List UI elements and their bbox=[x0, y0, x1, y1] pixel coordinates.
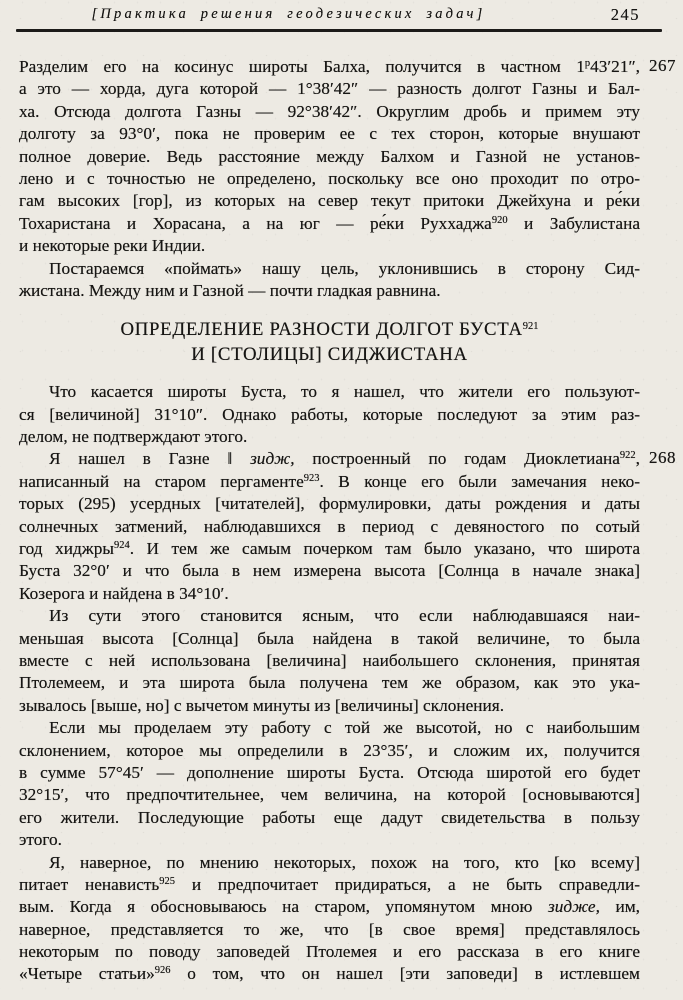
page-number: 245 bbox=[610, 5, 640, 24]
text-segment: его жители. Последующие работы еще дадут свидетельства в пользу bbox=[19, 807, 640, 827]
text-segment: в сумме 57°45′ — дополнение широты Буста. Отсюда широтой его будет bbox=[19, 762, 640, 782]
text-segment: ха. Отсюда долгота Газны — 92°38′42″. Округлим дробь и примем эту bbox=[19, 101, 640, 121]
text-segment: Постараемся «поймать» нашу цель, уклонившись в сторону Сид- bbox=[49, 258, 640, 278]
footnote-reference: 920 bbox=[491, 214, 508, 226]
text-segment: зывалось [выше, но] с вычетом минуты из [величины] склонения. bbox=[19, 695, 505, 715]
text-line bbox=[19, 146, 640, 168]
footnote-reference: 922 bbox=[619, 450, 636, 462]
text-segment: год хиджры bbox=[19, 539, 114, 559]
text-line bbox=[19, 605, 640, 627]
text-line bbox=[19, 963, 640, 985]
text-segment: Я, наверное, по мнению некоторых, похож на того, кто [ко всему] bbox=[49, 852, 640, 872]
text-line bbox=[19, 101, 640, 123]
text-segment: наверное, представляется то же, что [в свое время] представлялось bbox=[19, 919, 640, 939]
text-line bbox=[19, 516, 640, 538]
text-line bbox=[19, 56, 676, 78]
margin-number: 268 bbox=[649, 448, 676, 468]
text-segment: и некоторые реки Индии. bbox=[19, 236, 206, 256]
footnote-reference: 924 bbox=[113, 540, 130, 552]
text-segment: Разделим его на косинус широты Балха, получится в частном 1 bbox=[19, 57, 585, 76]
text-line bbox=[19, 235, 640, 257]
text-line bbox=[19, 258, 640, 280]
text-segment: И [СТОЛИЦЫ] СИДЖИСТАНА bbox=[191, 344, 468, 366]
text-segment: питает ненависть bbox=[19, 874, 160, 894]
text-line bbox=[19, 852, 640, 874]
text-line bbox=[19, 762, 640, 784]
text-line bbox=[19, 583, 640, 605]
text-segment: построенный по годам Диоклетиана bbox=[294, 449, 620, 469]
text-line bbox=[19, 168, 640, 190]
text-line bbox=[19, 78, 640, 100]
text-segment: Я нашел в Газне ‖ bbox=[49, 449, 251, 469]
text-line bbox=[19, 784, 640, 806]
text-segment: долготу за 93°0′, пока не проверим ее с тех сторон, которые внушают bbox=[19, 124, 640, 144]
text-line bbox=[19, 695, 640, 717]
footnote-reference: p bbox=[584, 58, 591, 69]
text-line bbox=[19, 628, 640, 650]
text-segment: а это — хорда, дуга которой — 1°38′42″ — разность долгот Газны и Бал- bbox=[19, 79, 640, 99]
text-segment: Птолемеем, и эта широта была получена тем же образом, как это ука- bbox=[19, 673, 640, 693]
text-segment: , bbox=[635, 449, 640, 469]
text-line bbox=[19, 471, 640, 493]
text-segment: ся [величиной] 31°10″. Однако работы, которые последуют за этим раз- bbox=[19, 404, 640, 424]
text-segment: 32°15′, что предпочтительнее, чем величина, на которой [основываются] bbox=[19, 785, 640, 805]
text-segment: склонением, которое мы определили в 23°35′, и сложим их, получится bbox=[19, 740, 640, 760]
text-segment: зидж, bbox=[250, 449, 295, 469]
text-segment: лено и с точностью не определено, поскольку все оно проходит по отро- bbox=[19, 168, 640, 188]
text-line bbox=[19, 381, 640, 403]
text-line bbox=[19, 404, 640, 426]
footnote-reference: 923 bbox=[303, 472, 320, 484]
paragraph bbox=[19, 605, 640, 717]
text-segment: торых (295) усердных [читателей], формулировки, даты рождения и даты bbox=[19, 494, 640, 514]
text-line bbox=[19, 829, 640, 851]
text-line bbox=[19, 560, 640, 582]
text-line bbox=[19, 919, 640, 941]
text-segment: и предпочитает придираться, а не быть справедли- bbox=[175, 874, 640, 894]
text-segment: этого. bbox=[19, 830, 63, 850]
paragraph bbox=[19, 56, 676, 258]
text-segment: полное доверие. Ведь расстояние между Балхом и Газной не установ- bbox=[19, 146, 640, 166]
text-segment: некоторым по поводу заповедей Птолемея и его рассказа в его книге bbox=[19, 942, 640, 962]
running-head: [Практика решения геодезических задач] bbox=[91, 6, 486, 22]
text-segment: ОПРЕДЕЛЕНИЕ РАЗНОСТИ ДОЛГОТ БУСТА bbox=[120, 319, 523, 341]
paragraph bbox=[19, 448, 676, 605]
text-segment: Если мы проделаем эту работу с той же высотой, но с наибольшим bbox=[49, 718, 640, 738]
text-segment: им, bbox=[599, 897, 640, 917]
text-segment: . В конце его были замечания неко- bbox=[319, 471, 641, 491]
text-segment: написанный на старом пергаменте bbox=[19, 471, 304, 491]
paragraph bbox=[19, 852, 640, 986]
text-line bbox=[19, 672, 640, 694]
text-line bbox=[19, 213, 640, 235]
text-line bbox=[19, 493, 640, 515]
text-line bbox=[19, 342, 640, 367]
text-line bbox=[19, 717, 640, 739]
margin-number: 267 bbox=[649, 56, 676, 75]
text-line bbox=[19, 448, 676, 470]
text-line bbox=[19, 807, 640, 829]
text-segment: Тохаристана и Хорасана, а на юг — ре́ки Руххаджа bbox=[19, 213, 492, 233]
text-line bbox=[19, 190, 640, 212]
text-line bbox=[19, 280, 640, 302]
text-segment: солнечных затмений, наблюдавшихся в период с девяностого по сотый bbox=[19, 516, 640, 536]
footnote-reference: 921 bbox=[522, 321, 539, 333]
text-segment: Из сути этого становится ясным, что если наблюдавшаяся наи- bbox=[49, 606, 640, 626]
text-segment: делом, не подтверждают этого. bbox=[19, 427, 248, 447]
paragraph bbox=[19, 717, 640, 851]
text-line bbox=[19, 426, 640, 448]
text-segment: о том, что он нашел [эти заповеди] в истлевшем bbox=[170, 964, 640, 984]
header-rule bbox=[16, 29, 662, 32]
text-line bbox=[19, 538, 640, 560]
paragraph bbox=[19, 381, 640, 448]
paragraph bbox=[19, 258, 640, 303]
text-line bbox=[19, 740, 640, 762]
text-line bbox=[19, 123, 640, 145]
footnote-reference: 925 bbox=[159, 875, 176, 887]
text-line bbox=[19, 896, 640, 918]
text-line bbox=[19, 317, 640, 342]
text-segment: и Забулистана bbox=[507, 213, 640, 233]
text-segment: вместе с ней использована [величина] наибольшего склонения, принятая bbox=[19, 650, 640, 670]
text-segment: гам высоких [гор], из которых на север текут притоки Джейхуна и ре́ки bbox=[19, 191, 640, 211]
text-segment: «Четыре статьи» bbox=[19, 964, 155, 984]
text-segment: Козерога и найдена в 34°10′. bbox=[19, 583, 229, 603]
text-segment: зидже, bbox=[547, 897, 600, 917]
text-segment: меньшая высота [Солнца] была найдена в такой величине, то была bbox=[19, 628, 640, 648]
footnote-reference: 926 bbox=[154, 965, 171, 977]
text-segment: Что касается широты Буста, то я нашел, что жители его пользуют- bbox=[49, 382, 640, 402]
text-line bbox=[19, 650, 640, 672]
text-segment: жистана. Между ним и Газной — почти гладкая равнина. bbox=[19, 280, 441, 300]
text-segment: 43′21″, bbox=[590, 57, 640, 76]
text-line bbox=[19, 941, 640, 963]
section-heading bbox=[19, 317, 640, 367]
text-segment: Буста 32°0′ и что была в нем измерена высота [Солнца в начале знака] bbox=[19, 561, 640, 581]
text-line bbox=[19, 874, 640, 896]
text-segment: . И тем же самым почерком там было указано, что широта bbox=[129, 539, 640, 559]
text-segment: вым. Когда я обосновываюсь на старом, упомянутом мною bbox=[19, 897, 548, 917]
text-body bbox=[19, 56, 676, 986]
